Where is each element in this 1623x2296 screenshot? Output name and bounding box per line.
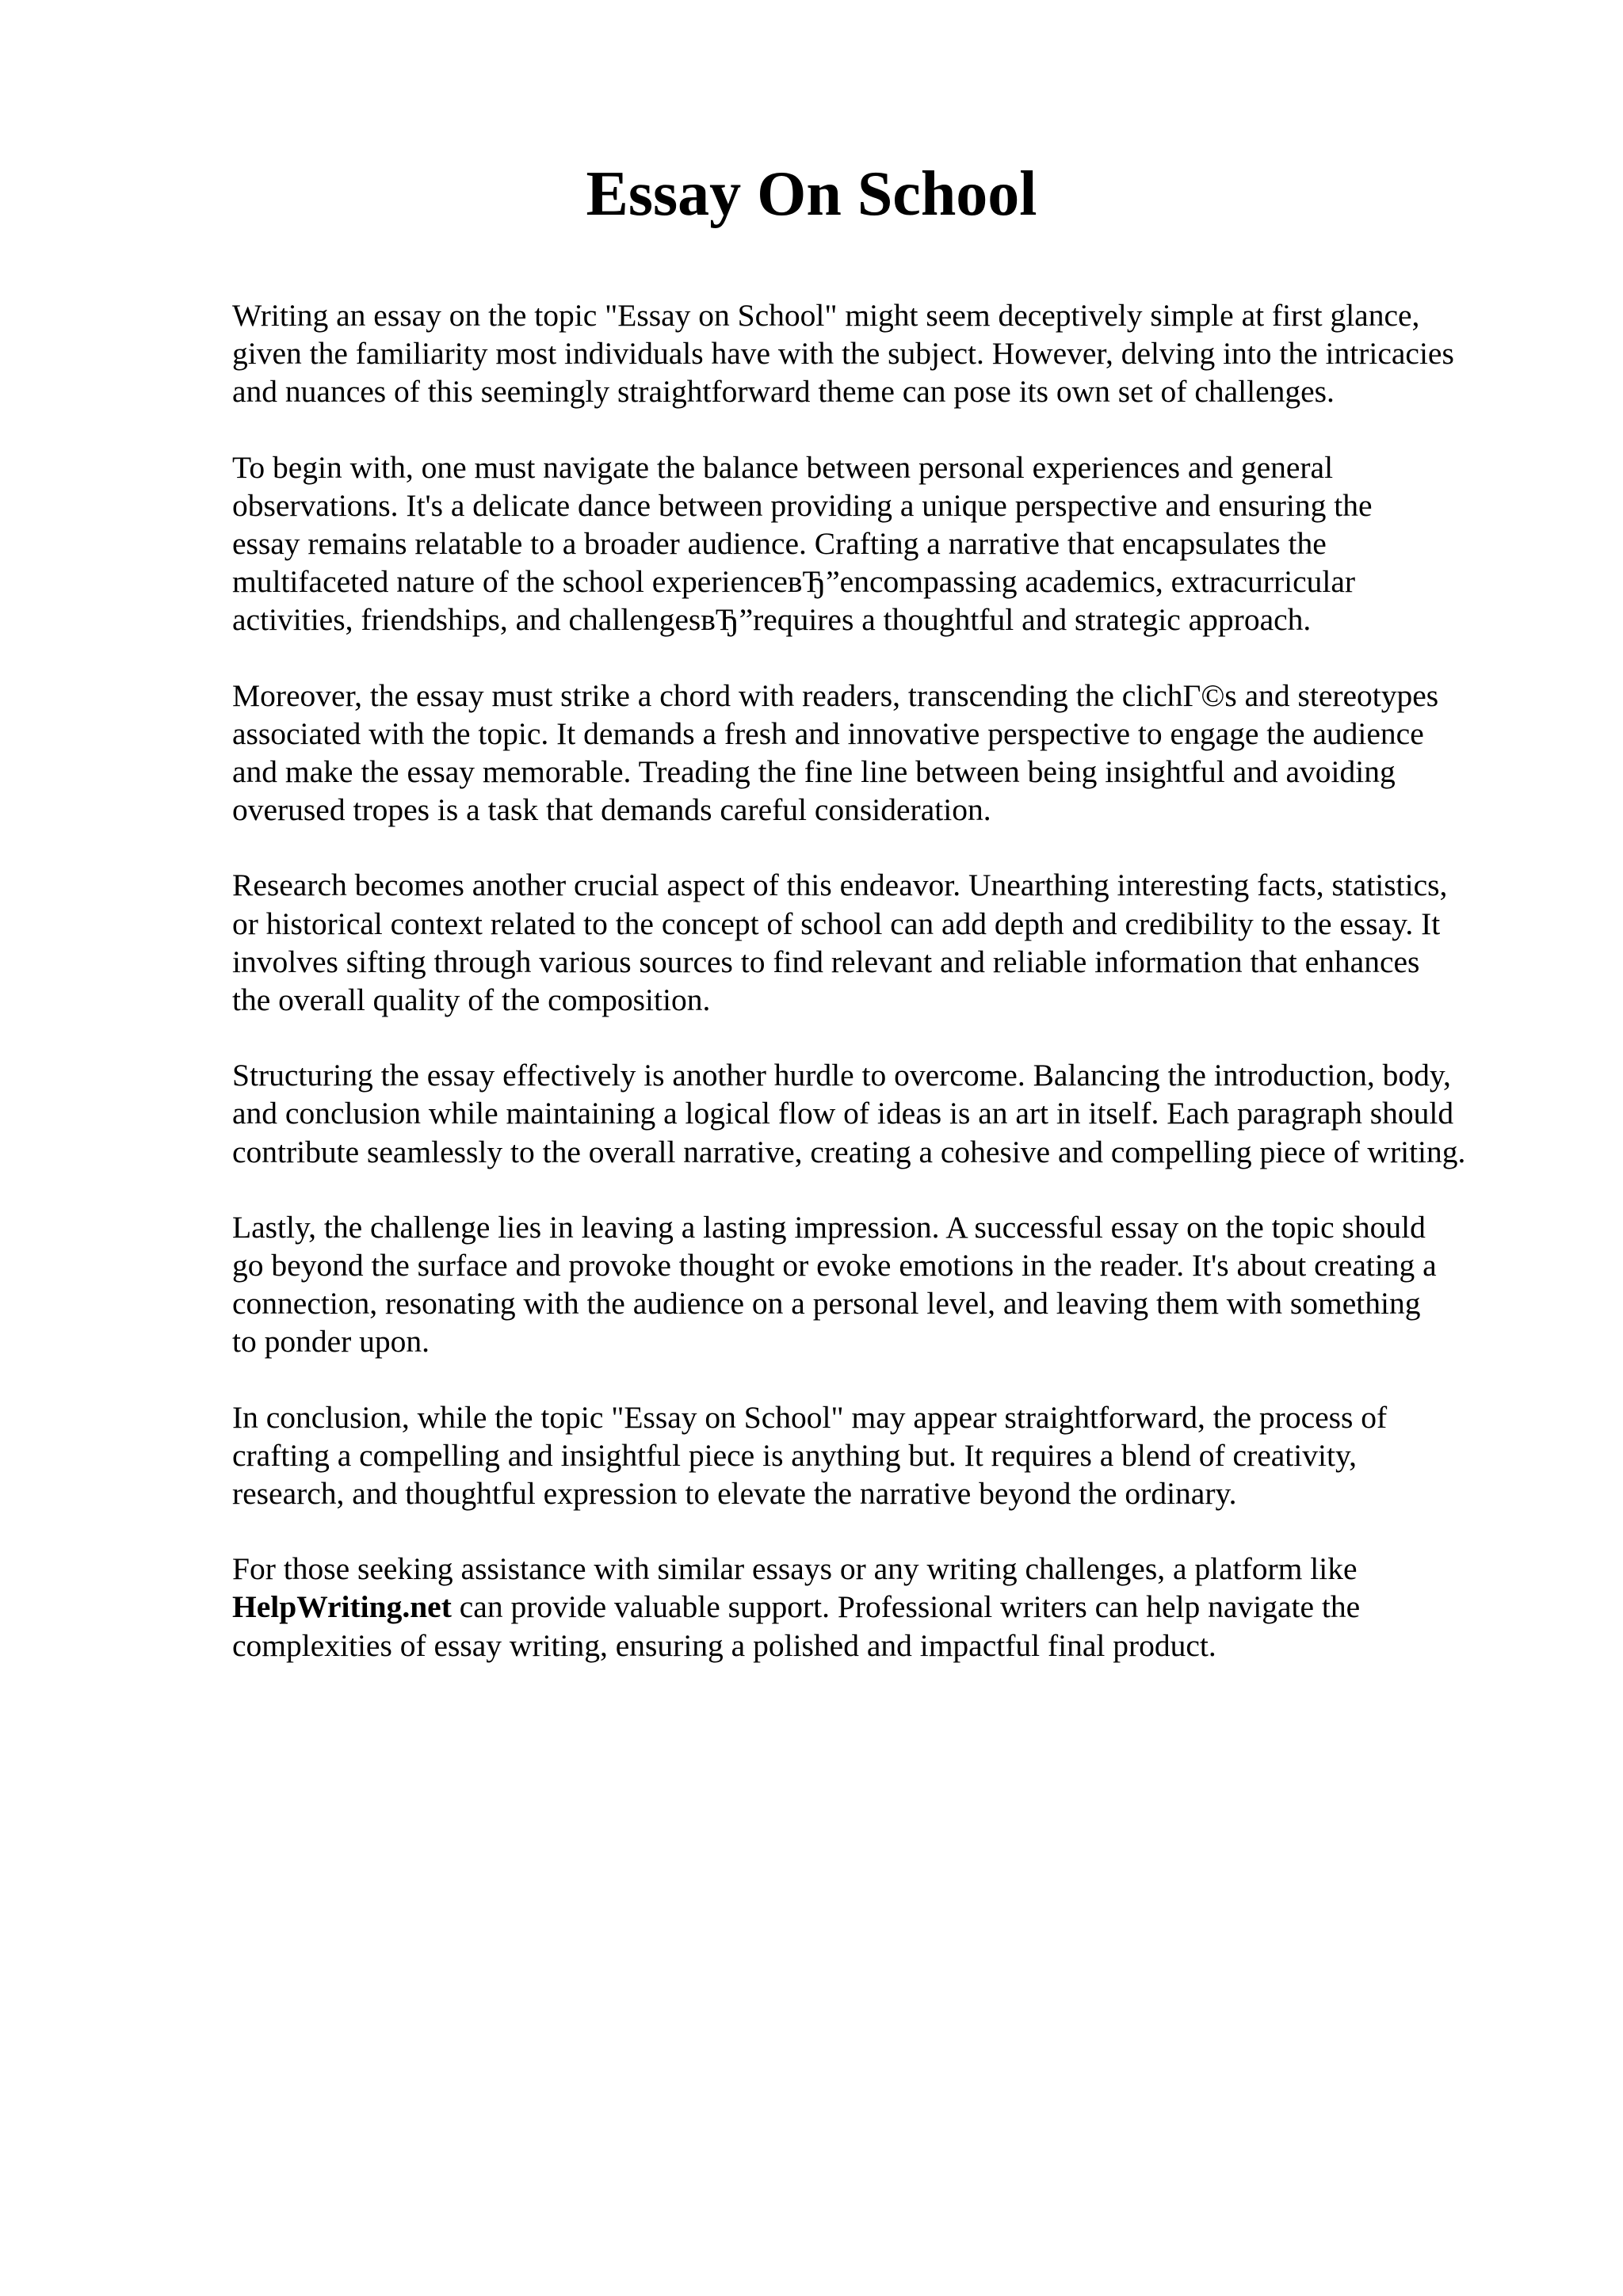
paragraph-line: associated with the topic. It demands a fresh and innovative perspective to engage the audience	[232, 715, 1424, 751]
paragraph-assistance	[232, 1550, 1548, 1665]
document-body	[232, 296, 1548, 1702]
paragraph-line: To begin with, one must navigate the balance between personal experiences and general	[232, 449, 1334, 485]
paragraph-line: and conclusion while maintaining a logical flow of ideas is an art in itself. Each paragraph should	[232, 1096, 1454, 1131]
paragraph-line: observations. It's a delicate dance between providing a unique perspective and ensuring the	[232, 487, 1373, 523]
paragraph-line: For those seeking assistance with similar essays or any writing challenges, a platform like	[232, 1551, 1358, 1587]
paragraph-line: Writing an essay on the topic "Essay on School" might seem deceptively simple at first glance,	[232, 298, 1420, 333]
paragraph-line: and make the essay memorable. Treading the fine line between being insightful and avoiding	[232, 754, 1396, 790]
paragraph-line: crafting a compelling and insightful piece is anything but. It requires a blend of creativity,	[232, 1437, 1358, 1473]
paragraph-line: multifaceted nature of the school experienceвЂ”encompassing academics, extracurricular	[232, 564, 1356, 600]
paragraph-line: the overall quality of the composition.	[232, 982, 711, 1018]
paragraph-research	[232, 866, 1548, 1019]
paragraph-line: Research becomes another crucial aspect of this endeavor. Unearthing interesting facts, statistics,	[232, 868, 1448, 903]
paragraph-line: or historical context related to the concept of school can add depth and credibility to the essay. It	[232, 906, 1441, 941]
paragraph-line: contribute seamlessly to the overall narrative, creating a cohesive and compelling piece of writing.	[232, 1134, 1466, 1169]
paragraph-line: In conclusion, while the topic "Essay on School" may appear straightforward, the process of	[232, 1399, 1388, 1435]
paragraph-line: Lastly, the challenge lies in leaving a lasting impression. A successful essay on the topic should	[232, 1209, 1426, 1245]
brand-name: HelpWriting.net	[232, 1589, 452, 1625]
paragraph-line: essay remains relatable to a broader audience. Crafting a narrative that encapsulates the	[232, 526, 1327, 562]
paragraph-line: Structuring the essay effectively is another hurdle to overcome. Balancing the introduction, body,	[232, 1058, 1451, 1093]
paragraph-line: overused tropes is a task that demands careful consideration.	[232, 792, 991, 828]
paragraph-impression	[232, 1208, 1548, 1361]
paragraph-line: research, and thoughtful expression to elevate the narrative beyond the ordinary.	[232, 1476, 1237, 1512]
paragraph-line: complexities of essay writing, ensuring a polished and impactful final product.	[232, 1627, 1216, 1663]
paragraph-line: Moreover, the essay must strike a chord with readers, transcending the clichГ©s and stereotypes	[232, 677, 1439, 713]
paragraph-line: involves sifting through various sources to find relevant and reliable information that enhances	[232, 944, 1420, 979]
paragraph-intro	[232, 296, 1548, 411]
document-title: Essay On School	[586, 159, 1037, 229]
paragraph-line: go beyond the surface and provoke thought or evoke emotions in the reader. It's about creating a	[232, 1248, 1437, 1283]
paragraph-line: to ponder upon.	[232, 1324, 430, 1360]
paragraph-line: activities, friendships, and challengesвЂ”requires a thoughtful and strategic approach.	[232, 602, 1312, 638]
paragraph-line-rest: can provide valuable support. Professional writers can help navigate the	[451, 1589, 1361, 1625]
paragraph-readers	[232, 677, 1548, 830]
paragraph-structure	[232, 1056, 1548, 1171]
paragraph-line: given the familiarity most individuals have with the subject. However, delving into the intricacies	[232, 336, 1454, 372]
paragraph-line: connection, resonating with the audience on a personal level, and leaving them with something	[232, 1286, 1421, 1322]
paragraph-line: and nuances of this seemingly straightforward theme can pose its own set of challenges.	[232, 374, 1335, 410]
paragraph-line-with-brand	[232, 1588, 1548, 1626]
paragraph-balance	[232, 448, 1548, 639]
paragraph-conclusion	[232, 1398, 1548, 1513]
